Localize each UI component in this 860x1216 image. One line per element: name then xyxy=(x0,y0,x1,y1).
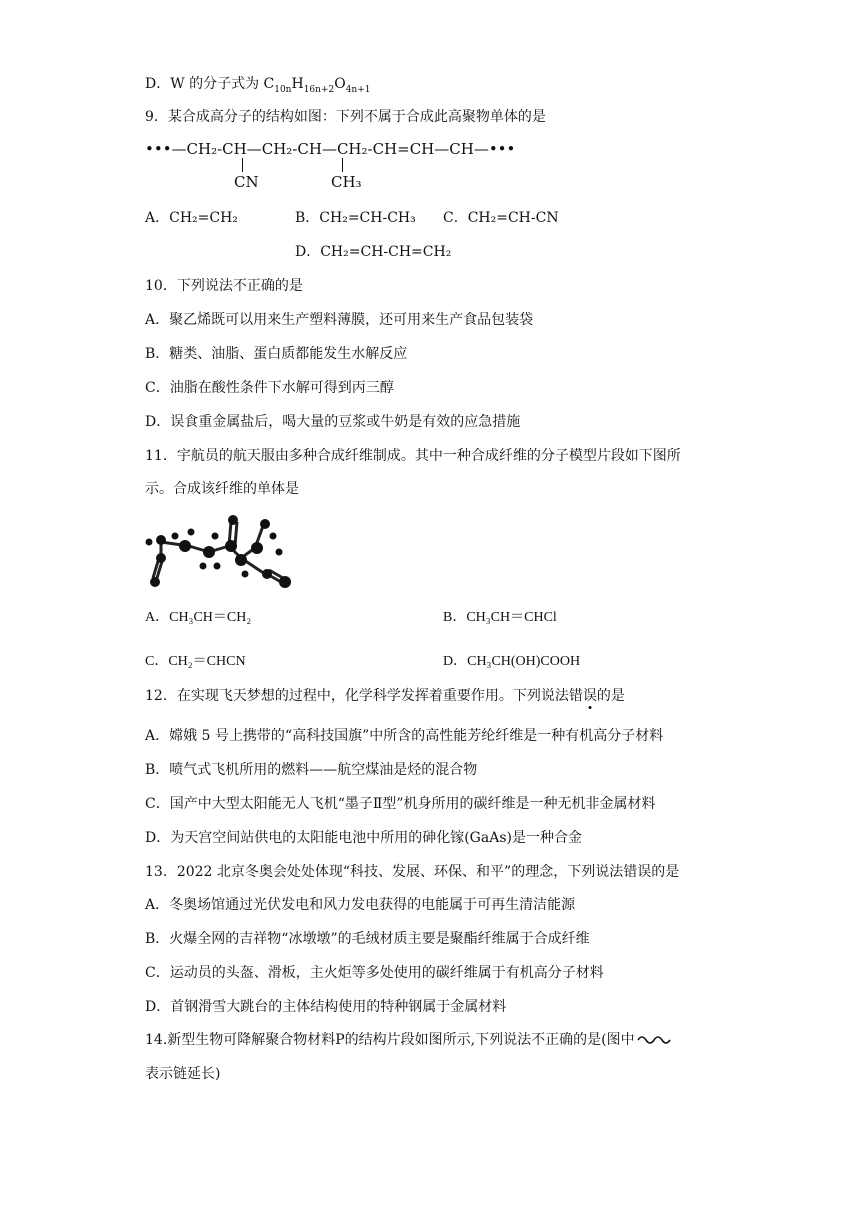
q12-option-a: A．嫦娥 5 号上携带的“高科技国旗”中所含的高性能芳纶纤维是一种有机高分子材料 xyxy=(145,728,664,744)
q10-option-a: A．聚乙烯既可以用来生产塑料薄膜，还可用来生产食品包装袋 xyxy=(145,312,534,328)
q11-option-d: D．CH₃CH(OH)COOH xyxy=(443,654,581,669)
q13-option-d: D．首钢滑雪大跳台的主体结构使用的特种钢属于金属材料 xyxy=(145,999,507,1015)
polymer-substituent-ch3: CH₃ xyxy=(331,173,362,191)
q12-stem: 12．在实现飞天梦想的过程中，化学科学发挥着重要作用。下列说法错误的是 xyxy=(145,688,625,704)
q11-option-b: B．CH₃CH＝CHCl xyxy=(443,610,557,625)
q10-option-d: D．误食重金属盐后，喝大量的豆浆或牛奶是有效的应急措施 xyxy=(145,414,521,430)
polymer-main-chain: •••—CH₂-CH—CH₂-CH—CH₂-CH=CH—CH—••• xyxy=(145,140,516,158)
q9-option-d: D．CH₂=CH-CH=CH₂ xyxy=(295,244,452,260)
q9-option-b: B．CH₂=CH-CH₃ xyxy=(295,210,416,226)
q9-option-a: A．CH₂=CH₂ xyxy=(145,210,238,226)
q11-option-a: A．CH₃CH＝CH₂ xyxy=(145,610,252,625)
bond-line xyxy=(342,158,343,172)
q14-stem-line2: 表示链延长) xyxy=(145,1066,221,1082)
q14-stem-line1: 14.新型生物可降解聚合物材料P的结构片段如图所示,下列说法不正确的是(图中 xyxy=(145,1030,671,1050)
q9-stem: 9．某合成高分子的结构如图：下列不属于合成此高聚物单体的是 xyxy=(145,109,546,125)
emphasis-mark: 误 xyxy=(582,688,597,704)
q10-stem: 10．下列说法不正确的是 xyxy=(145,278,303,294)
wavy-chain-icon xyxy=(637,1034,671,1046)
q13-stem: 13．2022 北京冬奥会处处体现“科技、发展、环保、和平”的理念，下列说法错误的是 xyxy=(145,864,680,880)
bond-line xyxy=(242,158,243,172)
q13-option-a: A．冬奥场馆通过光伏发电和风力发电获得的电能属于可再生清洁能源 xyxy=(145,897,576,913)
q11-stem-line1: 11．宇航员的航天服由多种合成纤维制成。其中一种合成纤维的分子模型片段如下图所 xyxy=(145,448,681,464)
q12-option-c: C．国产中大型太阳能无人飞机“墨子Ⅱ型”机身所用的碳纤维是一种无机非金属材料 xyxy=(145,796,656,812)
q13-option-b: B．火爆全网的吉祥物“冰墩墩”的毛绒材质主要是聚酯纤维属于合成纤维 xyxy=(145,931,590,947)
q10-option-c: C．油脂在酸性条件下水解可得到丙三醇 xyxy=(145,380,394,396)
q12-option-d: D．为天宫空间站供电的太阳能电池中所用的砷化镓(GaAs)是一种合金 xyxy=(145,830,582,846)
q9-option-c: C．CH₂=CH-CN xyxy=(443,210,559,226)
q11-option-c: C．CH₂＝CHCN xyxy=(145,654,246,669)
polymer-substituent-cn: CN xyxy=(234,173,259,191)
q13-option-c: C．运动员的头盔、滑板，主火炬等多处使用的碳纤维属于有机高分子材料 xyxy=(145,965,604,981)
q8-option-d: D．W 的分子式为 $C_{10n}H_{16n+2}O_{4n+1}$ xyxy=(145,76,371,95)
molecular-model-image xyxy=(145,512,295,594)
q9-polymer-structure xyxy=(145,140,605,200)
q11-stem-line2: 示。合成该纤维的单体是 xyxy=(145,481,299,497)
q10-option-b: B．糖类、油脂、蛋白质都能发生水解反应 xyxy=(145,346,408,362)
molecular-model-svg xyxy=(145,512,295,594)
q12-option-b: B．喷气式飞机所用的燃料——航空煤油是烃的混合物 xyxy=(145,762,478,778)
